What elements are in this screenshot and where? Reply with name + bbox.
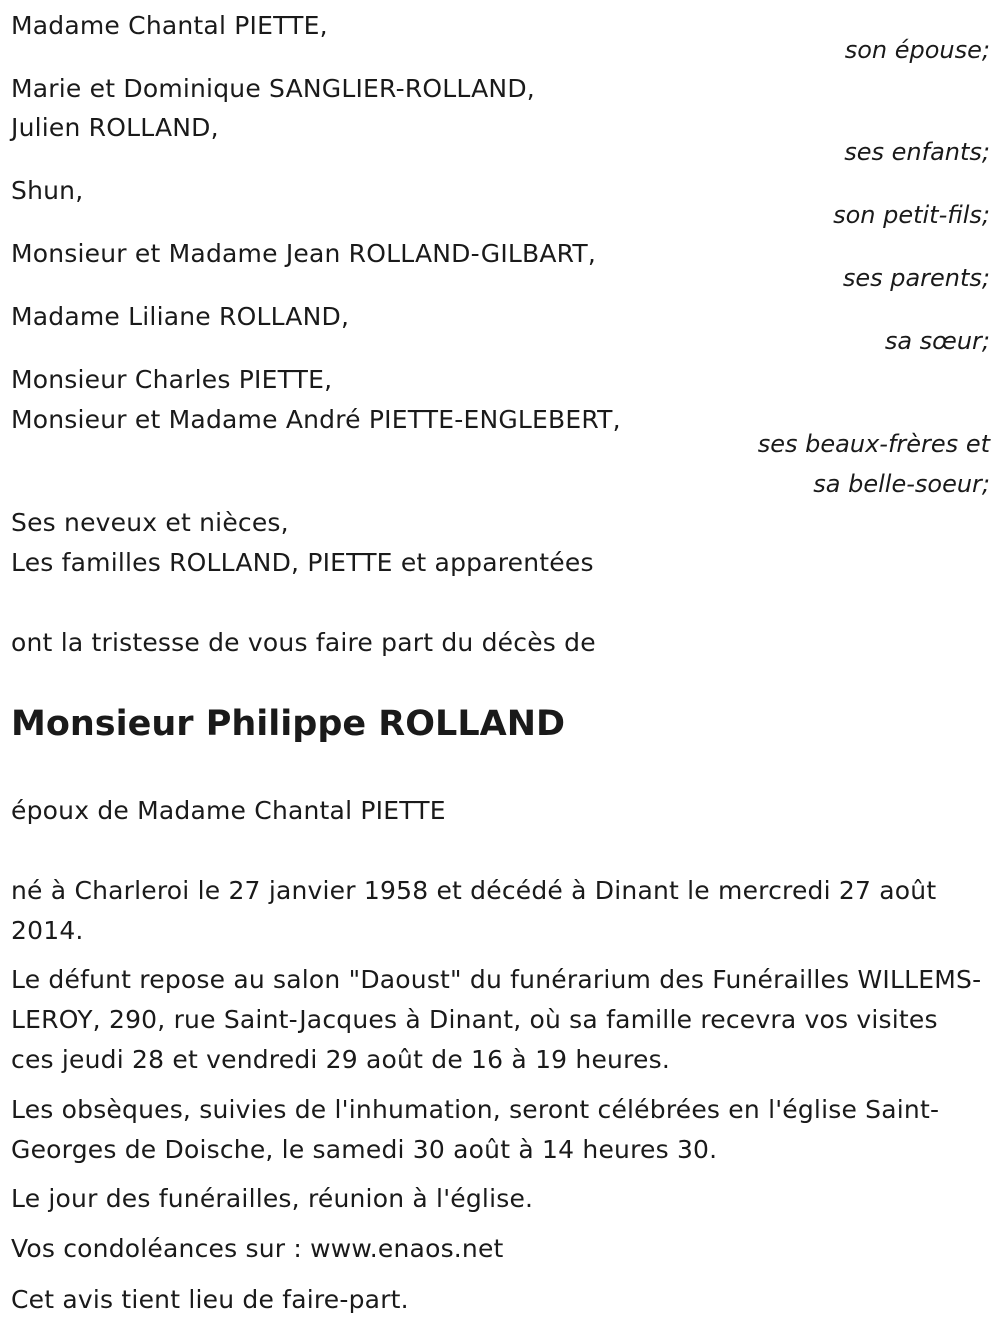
family-name-line: Madame Chantal PIETTE, — [11, 11, 328, 40]
family-name-line: Marie et Dominique SANGLIER-ROLLAND, — [11, 74, 535, 103]
family-role: ses parents; — [842, 264, 990, 292]
condolences-paragraph: Vos condoléances sur : www.enaos.net — [11, 1234, 504, 1263]
family-role: ses enfants; — [844, 138, 990, 166]
deceased-name: Monsieur Philippe ROLLAND — [11, 704, 566, 744]
family-name-line: Julien ROLLAND, — [11, 113, 219, 142]
funeral-paragraph: Les obsèques, suivies de l'inhumation, seront célébrées en l'église Saint-Georges de Doische, le samedi 30 août à 14 heures 30. — [11, 1095, 940, 1164]
family-role: son épouse; — [844, 36, 990, 64]
family-role: sa sœur; — [884, 327, 990, 355]
family-name-line: Monsieur et Madame Jean ROLLAND-GILBART, — [11, 239, 597, 268]
spouse-line: époux de Madame Chantal PIETTE — [11, 796, 446, 825]
notice-paragraph: Cet avis tient lieu de faire-part. — [11, 1285, 409, 1314]
visitation-paragraph: Le défunt repose au salon "Daoust" du funérarium des Funérailles WILLEMS-LEROY, 290, rue Saint-Jacques à Dinant, où sa famille recevra vos visites ces jeudi 28 et vendredi 29 août de 16 à 19 heures. — [11, 965, 982, 1074]
family-role: ses beaux-frères et — [757, 430, 990, 458]
family-name-line: Madame Liliane ROLLAND, — [11, 302, 350, 331]
family-name-line: Monsieur Charles PIETTE, — [11, 365, 333, 394]
announcement: ont la tristesse de vous faire part du décès de — [11, 628, 596, 657]
birth-death-paragraph: né à Charleroi le 27 janvier 1958 et décédé à Dinant le mercredi 27 août 2014. — [11, 876, 937, 945]
family-role: sa belle-soeur; — [813, 470, 990, 498]
gathering-paragraph: Le jour des funérailles, réunion à l'église. — [11, 1184, 534, 1213]
extended-family-line: Les familles ROLLAND, PIETTE et apparentées — [11, 548, 594, 577]
family-name-line: Monsieur et Madame André PIETTE-ENGLEBERT, — [11, 405, 621, 434]
family-name-line: Shun, — [11, 176, 84, 205]
family-role: son petit-fils; — [833, 201, 990, 229]
extended-family-line: Ses neveux et nièces, — [11, 508, 289, 537]
